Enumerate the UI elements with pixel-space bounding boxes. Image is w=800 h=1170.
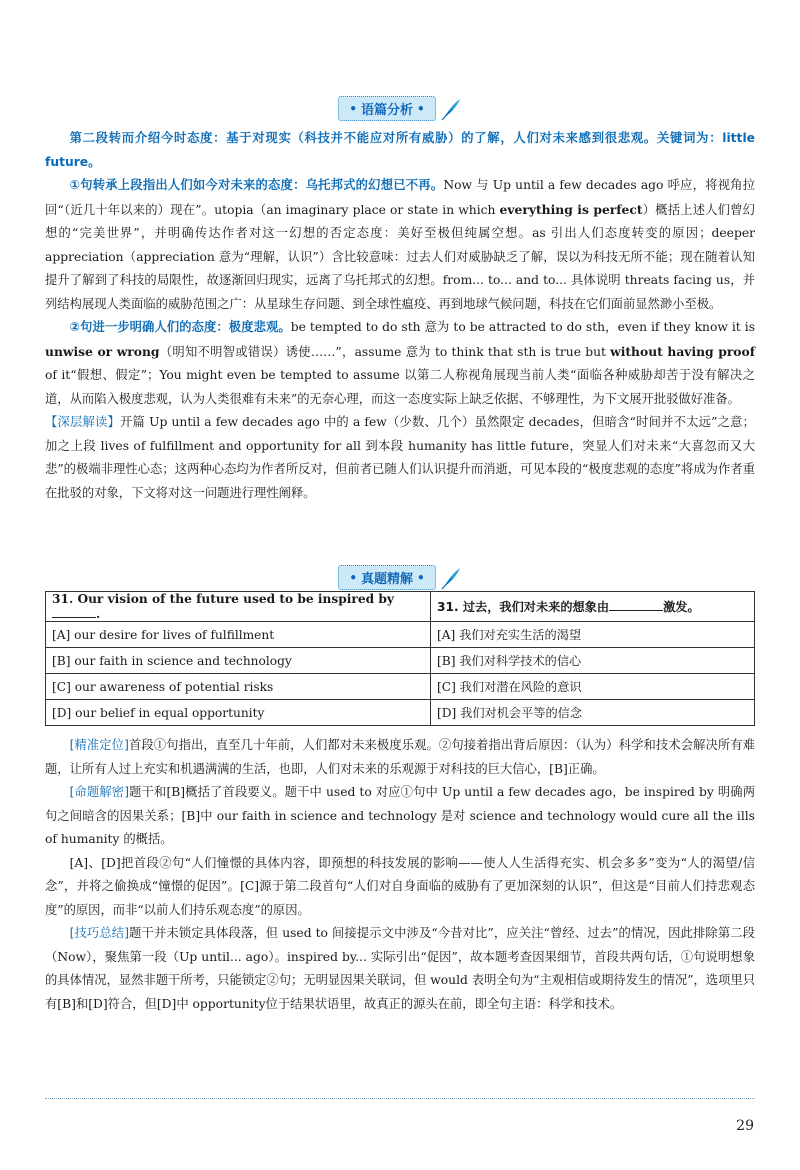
intro-paragraph: 第二段转而介绍今时态度：基于对现实（科技并不能应对所有威胁）的了解，人们对未来感到很悲观。关键词为：little future。 <box>45 131 755 169</box>
feather-pen-icon <box>440 566 462 590</box>
question-stem-cn: 31. 过去，我们对未来的想象由 激发。 <box>431 592 755 622</box>
option-c-cn: [C] 我们对潜在风险的意识 <box>431 674 755 700</box>
table-row <box>46 622 755 648</box>
dot-icon: • <box>349 101 357 116</box>
section-header-questions <box>45 565 755 590</box>
option-d-en: [D] our belief in equal opportunity <box>46 700 431 726</box>
dot-icon: • <box>417 101 425 116</box>
paragraph-2-lead: ②句进一步明确人们的态度：极度悲观。 <box>69 320 291 334</box>
paragraph-3 <box>45 411 755 505</box>
table-row <box>46 674 755 700</box>
table-row <box>46 700 755 726</box>
analysis-technique-summary: [技巧总结]题干并未锁定具体段落，但 used to 间接提示文中涉及“今昔对比”，应关注“曾经、过去”的情况，因此排除第二段（Now），聚焦第一段（Up until... ago）。inspired by... 实际引出“促因”，故本题考查因果细节，首段共两句话，①句说明想象的具体情况，显然非题干所考，只能锁定②句；无明显因果关联词，但 would 表明全句为“主观相信或期待发生的情况”，选项里只有[B]和[D]符合，但[D]中 opportunity位于结果状语里，故真正的源头在前，即全句主语：科学和技术。 <box>45 926 755 1011</box>
page-number: 29 <box>736 1118 754 1134</box>
paragraph-1-bold: everything is perfect <box>499 201 643 217</box>
analysis-precise-location: [精准定位]首段①句指出，直至几十年前，人们都对未来极度乐观。②句接着指出背后原因：（认为）科学和技术会解决所有难题，让所有人过上充实和机遇满满的生活，也即，人们对未来的乐观源于对科技的巨大信心，[B]正确。 <box>45 738 755 776</box>
paragraph-2-text-a: be tempted to do sth 意为 to be attracted to do sth，even if they know it is <box>290 320 755 334</box>
deep-reading-lead: 【深层解读】 <box>45 415 121 429</box>
answer-blank <box>609 599 663 611</box>
deep-reading-text: 开篇 Up until a few decades ago 中的 a few（少数、几个）虽然限定 decades，但暗含“时间并不太远”之意；加之上段 lives of fulfillment and opportunity for all 到本段 humanity has little future，突显人们对未来“大喜忽而又大悲”的极端非理性心态；这两种心态均为作者所反对，但前者已随人们认识提升而消逝，可见本段的“极度悲观的态度”将成为作者重在批驳的对象，下文将对这一问题进行理性阐释。 <box>45 415 755 500</box>
paragraph-2-text-c: of it“假想、假定”；You might even be tempted to assume 以第二人称视角展现当前人类“面临各种威胁却苦于没有解决之道，从而陷入极度悲观，认为人类很难有未来”的无奈心理，而这一态度实际上缺乏依据、不够理性，为下文展开批驳做好准备。 <box>45 368 755 406</box>
option-c-en: [C] our awareness of potential risks <box>46 674 431 700</box>
analysis-distractors: [A]、[D]把首段②句“人们憧憬的具体内容，即预想的科技发展的影响——使人人生活得充实、机会多多”变为“人的渴望/信念”，并将之偷换成“憧憬的促因”。[C]源于第二段首句“人们对自身面临的威胁有了更加深刻的认识”，但这是“目前人们持悲观态度”的原因，而非“以前人们持乐观态度”的原因。 <box>45 855 755 917</box>
dot-icon: • <box>349 570 357 585</box>
question-stem-en: 31. Our vision of the future used to be inspired by . <box>46 592 431 622</box>
analysis-lead: [技巧总结] <box>69 926 129 940</box>
paragraph-1-lead: ①句转承上段指出人们如今对未来的态度：乌托邦式的幻想已不再。 <box>69 178 444 192</box>
feather-pen-icon <box>440 97 462 121</box>
dot-icon: • <box>417 570 425 585</box>
paragraph-2 <box>45 316 755 411</box>
table-row <box>46 648 755 674</box>
section-title: 语篇分析 <box>360 103 413 118</box>
answer-blank <box>52 606 96 618</box>
section-header-analysis <box>45 96 755 121</box>
analysis-question-decoding: [命题解密]题干和[B]概括了首段要义。题干中 used to 对应①句中 Up until a few decades ago，be inspired by 明确两句之间暗含的因果关系；[B]中 our faith in science and technology 是对 science and technology would cure all the ills of humanity 的概括。 <box>45 785 755 846</box>
option-b-en: [B] our faith in science and technology <box>46 648 431 674</box>
analysis-lead: [命题解密] <box>69 785 130 799</box>
option-d-cn: [D] 我们对机会平等的信念 <box>431 700 755 726</box>
footer-divider <box>45 1098 755 1099</box>
section-title: 真题精解 <box>360 572 413 587</box>
analysis-lead: [精准定位] <box>69 738 129 752</box>
paragraph-1 <box>45 174 755 316</box>
paragraph-1-text-b: ）概括上述人们曾幻想的“完美世界”，并明确传达作者对这一幻想的否定态度：美好至极但纯属空想。as 引出人们态度转变的原因；deeper appreciation（appreciation 意为“理解，认识”）含比较意味：过去人们对威胁缺乏了解，误以为科技无所不能；现在随着认知提升了解到了科技的局限性，故逐渐回归现实，远离了乌托邦式的幻想。from... to... and to... 具体说明 threats facing us，并列结构展现人类面临的威胁范围之广：从星球生存问题、到全球性瘟疫、再到地球气候问题，科技在它们面前显然渺小至极。 <box>45 202 755 311</box>
paragraph-2-bold-b: without having proof <box>610 343 755 359</box>
paragraph-2-bold-a: unwise or wrong <box>45 343 160 359</box>
option-b-cn: [B] 我们对科学技术的信心 <box>431 648 755 674</box>
analysis-body <box>45 127 755 505</box>
option-a-en: [A] our desire for lives of fulfillment <box>46 622 431 648</box>
option-a-cn: [A] 我们对充实生活的渴望 <box>431 622 755 648</box>
paragraph-2-text-b: （明知不明智或错误）诱使……”，assume 意为 to think that sth is true but <box>159 344 611 359</box>
table-row <box>46 592 755 622</box>
section-title-box <box>338 565 435 590</box>
section-title-box <box>338 96 435 121</box>
question-table <box>45 591 755 726</box>
paragraph-1-text-a: Now 与 Up until a few decades ago 呼应，将视角拉回“（近几十年以来的）现在”。utopia（an imaginary place or state in which <box>45 178 755 217</box>
answer-analysis <box>45 734 755 1016</box>
